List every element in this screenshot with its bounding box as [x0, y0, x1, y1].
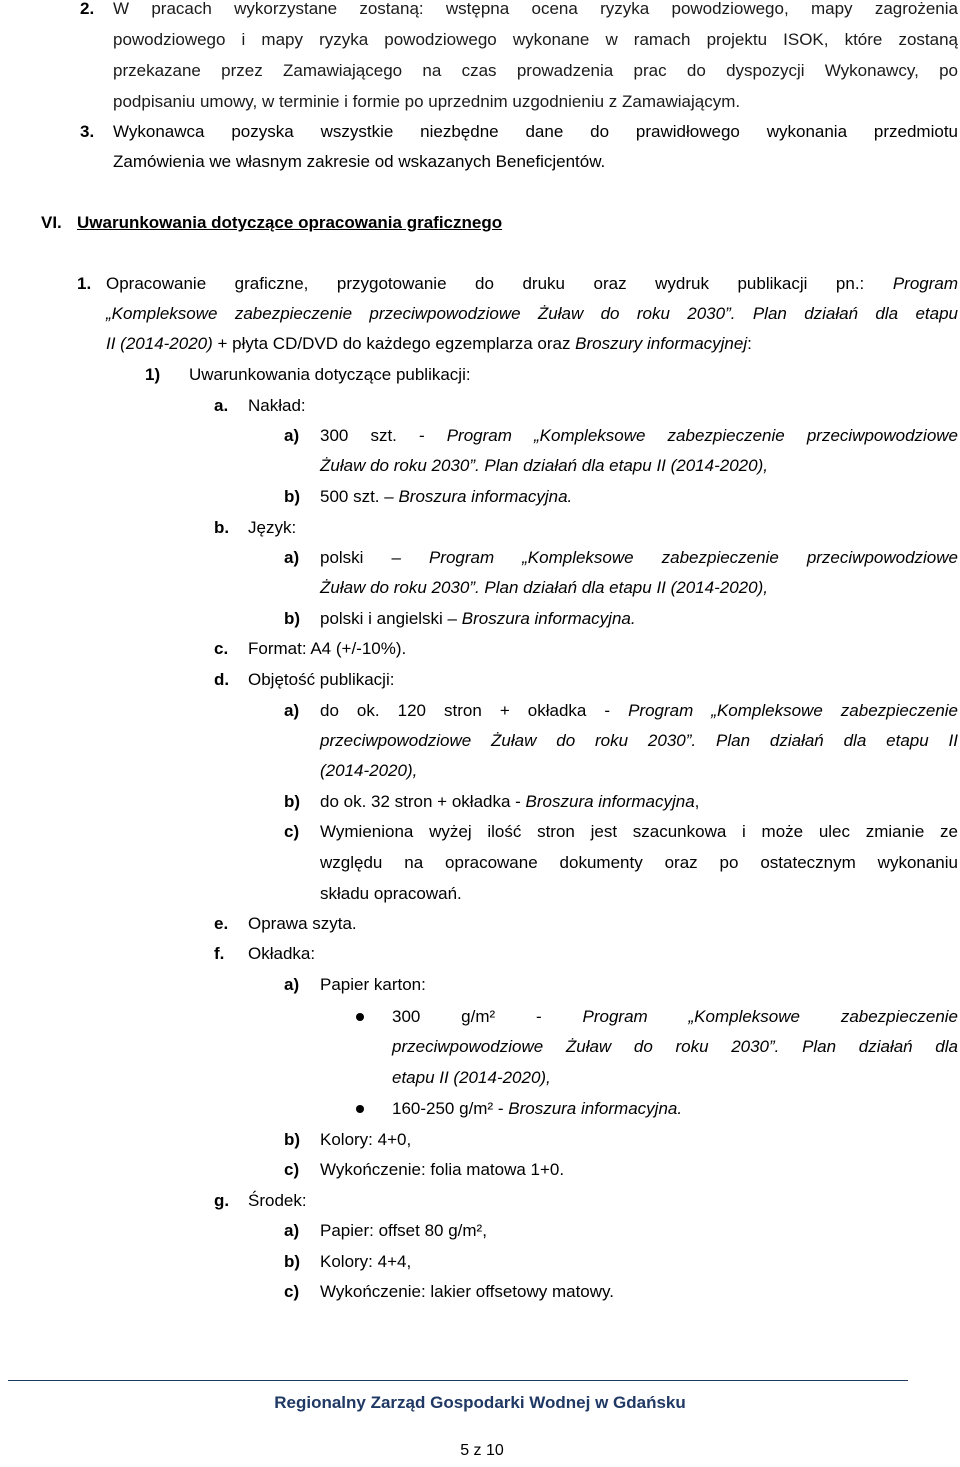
bullet-icon: [356, 1105, 364, 1113]
sub-list-number: a): [284, 975, 300, 994]
publication-title: Program „Kompleksowe zabezpieczenie: [628, 701, 959, 720]
list-item-text: Papier: offset 80 g/m²,: [320, 1221, 487, 1240]
sub-number: 1): [145, 365, 161, 384]
item1-text: + płyta CD/DVD do każdego egzemplarza oraz: [212, 334, 576, 353]
item1-text: :: [747, 334, 752, 353]
list-item-text: [320, 787, 699, 818]
list-item-plain: ,: [694, 792, 700, 811]
list-item-text: Wykończenie: folia matowa 1+0.: [320, 1160, 565, 1179]
list-item-text: [320, 482, 572, 513]
list-label: Objętość publikacji:: [248, 670, 395, 689]
paragraph-line: Zamówienia we własnym zakresie od wskazanych Beneficjentów.: [113, 152, 606, 171]
paragraph-line: powodziowego i mapy ryzyka powodziowego wykonane w ramach projektu ISOK, które zostaną: [113, 30, 958, 49]
publication-title: Żuław do roku 2030”. Plan działań dla etapu II (2014-2020),: [320, 578, 768, 597]
paragraph-line: przekazane przez Zamawiającego na czas prowadzenia prac do dyspozycji Wykonawcy, po: [113, 61, 958, 80]
sub-list-number: a): [284, 1221, 300, 1240]
list-item-plain: 300 g/m² -: [392, 1007, 583, 1026]
sub-list-number: b): [284, 1252, 301, 1271]
publication-title: (2014-2020),: [320, 761, 418, 780]
publication-title: Żuław do roku 2030”. Plan działań dla etapu II (2014-2020),: [320, 456, 768, 475]
brochure-title: Broszura informacyjna.: [461, 609, 636, 628]
item-number: 2.: [80, 0, 95, 18]
list-letter: e.: [214, 914, 229, 933]
list-item-text: [392, 1094, 682, 1125]
sub-list-number: a): [284, 701, 300, 720]
sub-list-number: b): [284, 609, 301, 628]
list-letter: g.: [214, 1191, 230, 1210]
list-item-text: [320, 604, 636, 635]
list-item-text: [392, 1002, 958, 1033]
sub-list-number: b): [284, 792, 301, 811]
list-item-text: Kolory: 4+0,: [320, 1130, 412, 1149]
list-item-text: [320, 543, 958, 574]
list-label: Środek:: [248, 1191, 307, 1210]
footer-organization: Regionalny Zarząd Gospodarki Wodnej w Gdańsku: [274, 1393, 686, 1412]
publication-title: przeciwpowodziowe Żuław do roku 2030”. Plan działań dla: [392, 1037, 958, 1056]
paragraph-line: [106, 269, 958, 300]
publication-title: II (2014-2020): [106, 334, 213, 353]
paragraph-line: [106, 329, 752, 360]
list-item-plain: 300 szt. -: [320, 426, 447, 445]
publication-title: Program „Kompleksowe zabezpieczenie: [582, 1007, 959, 1026]
brochure-title: Broszury informacyjnej: [575, 334, 748, 353]
item1-text: Opracowanie graficzne, przygotowanie do druku oraz wydruk publikacji pn.:: [106, 274, 865, 293]
brochure-title: Broszura informacyjna.: [398, 487, 573, 506]
list-letter: c.: [214, 639, 229, 658]
list-item-plain: polski –: [320, 548, 429, 567]
item-number: 3.: [80, 122, 95, 141]
section-number: VI.: [41, 213, 62, 232]
publication-title: Program: [892, 274, 958, 293]
sub-list-number: c): [284, 822, 300, 841]
sub-list-number: b): [284, 487, 301, 506]
brochure-title: Broszura informacyjna: [525, 792, 695, 811]
bullet-icon: [356, 1013, 364, 1021]
sub-heading: Uwarunkowania dotyczące publikacji:: [189, 365, 471, 384]
list-item-text: względu na opracowane dokumenty oraz po ostatecznym wykonaniu: [320, 853, 958, 872]
publication-title: Program „Kompleksowe zabezpieczenie przeciwpowodziowe: [446, 426, 959, 445]
list-letter: d.: [214, 670, 230, 689]
list-label: Oprawa szyta.: [248, 914, 357, 933]
paragraph-line: W pracach wykorzystane zostaną: wstępna ocena ryzyka powodziowego, mapy zagrożenia: [113, 0, 958, 18]
list-item-text: Papier karton:: [320, 975, 426, 994]
item-number: 1.: [77, 274, 92, 293]
list-item-plain: 500 szt. –: [320, 487, 399, 506]
list-label: Język:: [248, 518, 297, 537]
sub-list-number: a): [284, 548, 300, 567]
list-item-text: Wykończenie: lakier offsetowy matowy.: [320, 1282, 614, 1301]
list-item-plain: do ok. 32 stron + okładka -: [320, 792, 526, 811]
list-letter: a.: [214, 396, 229, 415]
list-label: Nakład:: [248, 396, 306, 415]
sub-list-number: c): [284, 1282, 300, 1301]
list-item-text: Kolory: 4+4,: [320, 1252, 412, 1271]
section-heading: Uwarunkowania dotyczące opracowania graficznego: [77, 213, 503, 232]
sub-list-number: a): [284, 426, 300, 445]
sub-list-number: c): [284, 1160, 300, 1179]
list-letter: f.: [214, 944, 225, 963]
list-item-text: składu opracowań.: [320, 884, 462, 903]
list-item-plain: do ok. 120 stron + okładka -: [320, 701, 629, 720]
sub-list-number: b): [284, 1130, 301, 1149]
list-item-text: Wymieniona wyżej ilość stron jest szacunkowa i może ulec zmianie ze: [320, 822, 958, 841]
publication-title: przeciwpowodziowe Żuław do roku 2030”. Plan działań dla etapu II: [320, 731, 958, 750]
list-item-text: [320, 421, 958, 452]
publication-title: Program „Kompleksowe zabezpieczenie przeciwpowodziowe: [428, 548, 958, 567]
paragraph-line: podpisaniu umowy, w terminie i formie po uprzednim uzgodnieniu z Zamawiającym.: [113, 92, 741, 111]
list-label: Okładka:: [248, 944, 316, 963]
paragraph-line: Wykonawca pozyska wszystkie niezbędne dane do prawidłowego wykonania przedmiotu: [113, 122, 958, 141]
list-letter: b.: [214, 518, 230, 537]
publication-title: etapu II (2014-2020),: [392, 1068, 551, 1087]
brochure-title: Broszura informacyjna.: [508, 1099, 683, 1118]
list-item-text: [320, 696, 958, 727]
list-item-plain: polski i angielski –: [320, 609, 462, 628]
footer-divider: [8, 1380, 908, 1381]
page-number: 5 z 10: [460, 1442, 504, 1459]
list-item-plain: 160-250 g/m² -: [392, 1099, 509, 1118]
list-label: Format: A4 (+/-10%).: [248, 639, 407, 658]
publication-title: „Kompleksowe zabezpieczenie przeciwpowodziowe Żuław do roku 2030”. Plan działań dla etapu: [106, 304, 958, 323]
